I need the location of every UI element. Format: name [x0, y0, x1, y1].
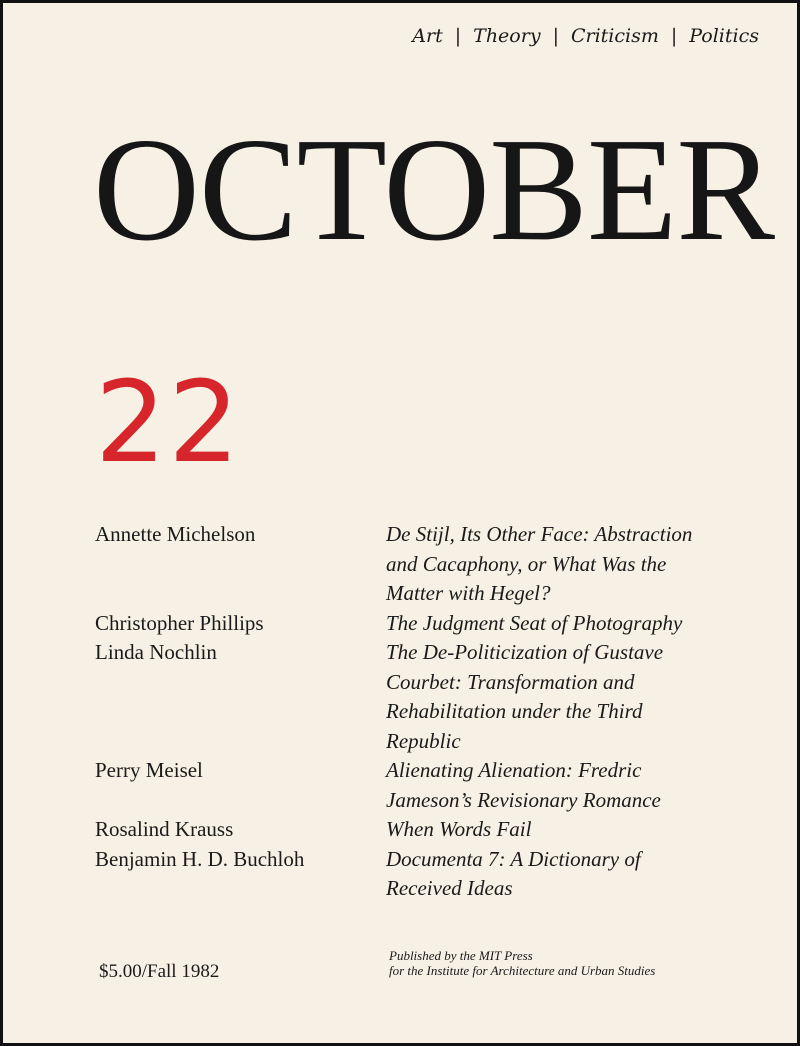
contents-entry: [3, 815, 800, 845]
entry-title: [386, 609, 716, 639]
publisher-credit: [389, 948, 655, 978]
entry-title-line: Received Ideas: [386, 876, 513, 900]
issue-number: 22: [95, 358, 242, 488]
contents-entry: [3, 638, 800, 756]
subject-criticism: Criticism: [570, 25, 659, 47]
entry-title-line: The De-Politicization of Gustave: [386, 640, 664, 664]
subject-politics: Politics: [689, 25, 759, 47]
entry-title-line: When Words Fail: [386, 817, 532, 841]
subject-separator: |: [552, 25, 559, 47]
entry-author: Perry Meisel: [95, 758, 203, 782]
entry-title-line: Matter with Hegel?: [386, 581, 551, 605]
entry-title-line: Courbet: Transformation and: [386, 669, 635, 694]
entry-title-line: Alienating Alienation: Fredric: [386, 758, 642, 782]
entry-title: [386, 815, 716, 845]
entry-author: Rosalind Krauss: [95, 817, 234, 841]
entry-title-line: Rehabilitation under the Third: [386, 699, 643, 723]
subject-art: Art: [412, 25, 443, 47]
entry-title-line: Republic: [386, 728, 461, 753]
publisher-line: for the Institute for Architecture and Urban Studies: [389, 963, 656, 978]
table-of-contents: [3, 520, 800, 904]
entry-author: Christopher Phillips: [95, 610, 264, 635]
price-and-season: $5.00/Fall 1982: [99, 961, 220, 982]
entry-author: Annette Michelson: [95, 522, 256, 546]
entry-author: Linda Nochlin: [95, 640, 217, 664]
entry-title: [386, 520, 716, 609]
contents-entry: [3, 845, 800, 904]
magazine-title: OCTOBER: [93, 108, 775, 272]
contents-entry: [3, 756, 800, 815]
subject-tagline: [412, 25, 759, 47]
entry-title-line: De Stijl, Its Other Face: Abstraction: [386, 522, 693, 546]
publisher-line: Published by the MIT Press: [389, 948, 533, 963]
entry-title-line: Documenta 7: A Dictionary of: [386, 846, 641, 871]
contents-entry: [3, 520, 800, 609]
entry-title: [386, 756, 716, 815]
entry-title: [386, 845, 716, 904]
entry-title: [386, 638, 716, 756]
subject-separator: |: [454, 25, 462, 47]
contents-entry: [3, 609, 800, 639]
subject-theory: Theory: [473, 25, 541, 47]
subject-separator: |: [670, 25, 678, 47]
entry-author: Benjamin H. D. Buchloh: [95, 846, 305, 871]
entry-title-line: The Judgment Seat of Photography: [386, 610, 683, 635]
entry-title-line: and Cacaphony, or What Was the: [386, 551, 667, 576]
entry-title-line: Jameson’s Revisionary Romance: [386, 787, 661, 812]
